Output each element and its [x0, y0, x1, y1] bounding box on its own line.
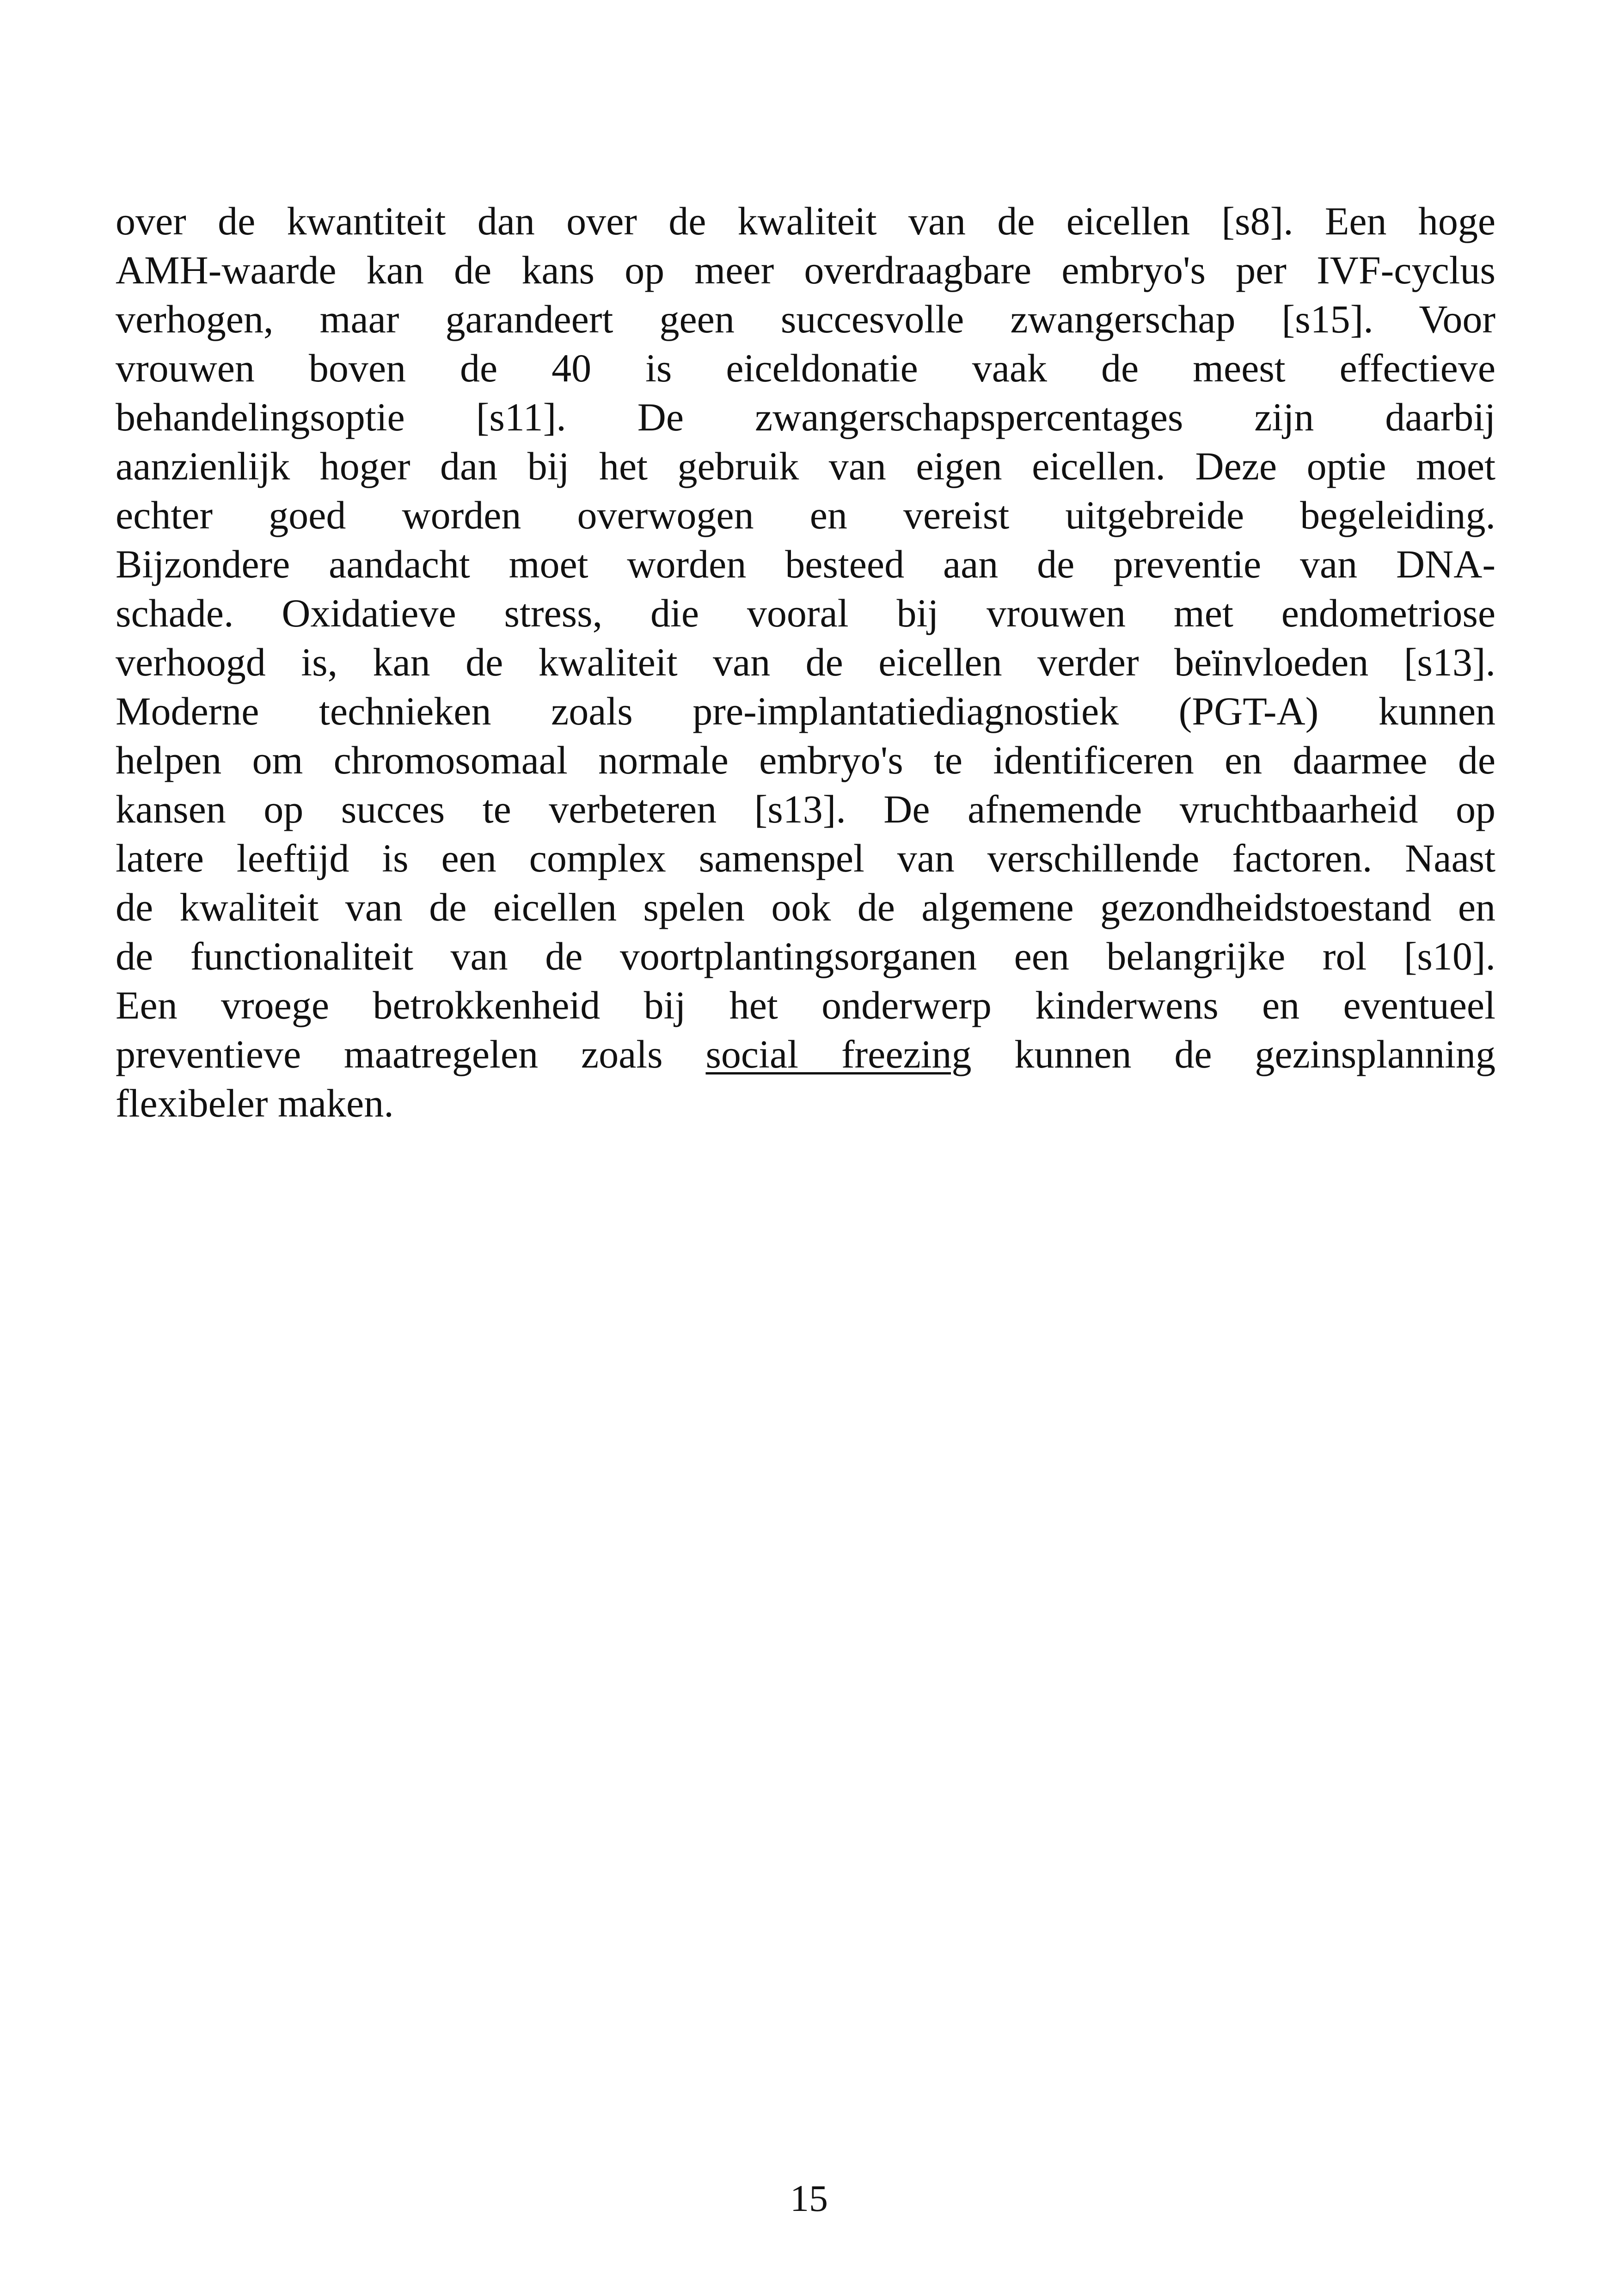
text-line: latere leeftijd is een complex samenspel van verschillende factoren. Naast	[116, 836, 1495, 880]
text-line: aanzienlijk hoger dan bij het gebruik van eigen eicellen. Deze optie moet	[116, 444, 1495, 488]
text-line: Bijzondere aandacht moet worden besteed aan de preventie van DNA-	[116, 542, 1495, 586]
text-line-with-link	[116, 1030, 1495, 1079]
text-line: Moderne technieken zoals pre-implantatiediagnostiek (PGT-A) kunnen	[116, 689, 1495, 733]
text-line: vrouwen boven de 40 is eiceldonatie vaak de meest effectieve	[116, 346, 1495, 390]
text-line: AMH-waarde kan de kans op meer overdraagbare embryo's per IVF-cyclus	[116, 248, 1495, 292]
text-line: schade. Oxidatieve stress, die vooral bij vrouwen met endometriose	[116, 591, 1495, 635]
line-text-before-link: preventieve maatregelen zoals	[116, 1032, 663, 1076]
text-line: Een vroege betrokkenheid bij het onderwerp kinderwens en eventueel	[116, 983, 1495, 1027]
text-line: over de kwantiteit dan over de kwaliteit van de eicellen [s8]. Een hoge	[116, 199, 1495, 243]
text-line-last: flexibeler maken.	[116, 1081, 394, 1125]
page-number: 15	[790, 2177, 828, 2219]
text-line: verhogen, maar garandeert geen succesvolle zwangerschap [s15]. Voor	[116, 297, 1495, 341]
text-line: echter goed worden overwogen en vereist uitgebreide begeleiding.	[116, 493, 1495, 537]
social-freezing-link[interactable]: social freezing	[705, 1032, 972, 1076]
text-line: de kwaliteit van de eicellen spelen ook de algemene gezondheidstoestand en	[116, 885, 1495, 929]
body-paragraph	[116, 196, 1495, 1128]
text-line: behandelingsoptie [s11]. De zwangerschapspercentages zijn daarbij	[116, 395, 1495, 439]
text-line: kansen op succes te verbeteren [s13]. De afnemende vruchtbaarheid op	[116, 787, 1495, 831]
line-text-after-link: kunnen de gezinsplanning	[1014, 1032, 1495, 1076]
text-line: de functionaliteit van de voortplantingsorganen een belangrijke rol [s10].	[116, 934, 1495, 978]
text-line: helpen om chromosomaal normale embryo's te identificeren en daarmee de	[116, 738, 1495, 782]
text-line: verhoogd is, kan de kwaliteit van de eicellen verder beïnvloeden [s13].	[116, 640, 1495, 684]
